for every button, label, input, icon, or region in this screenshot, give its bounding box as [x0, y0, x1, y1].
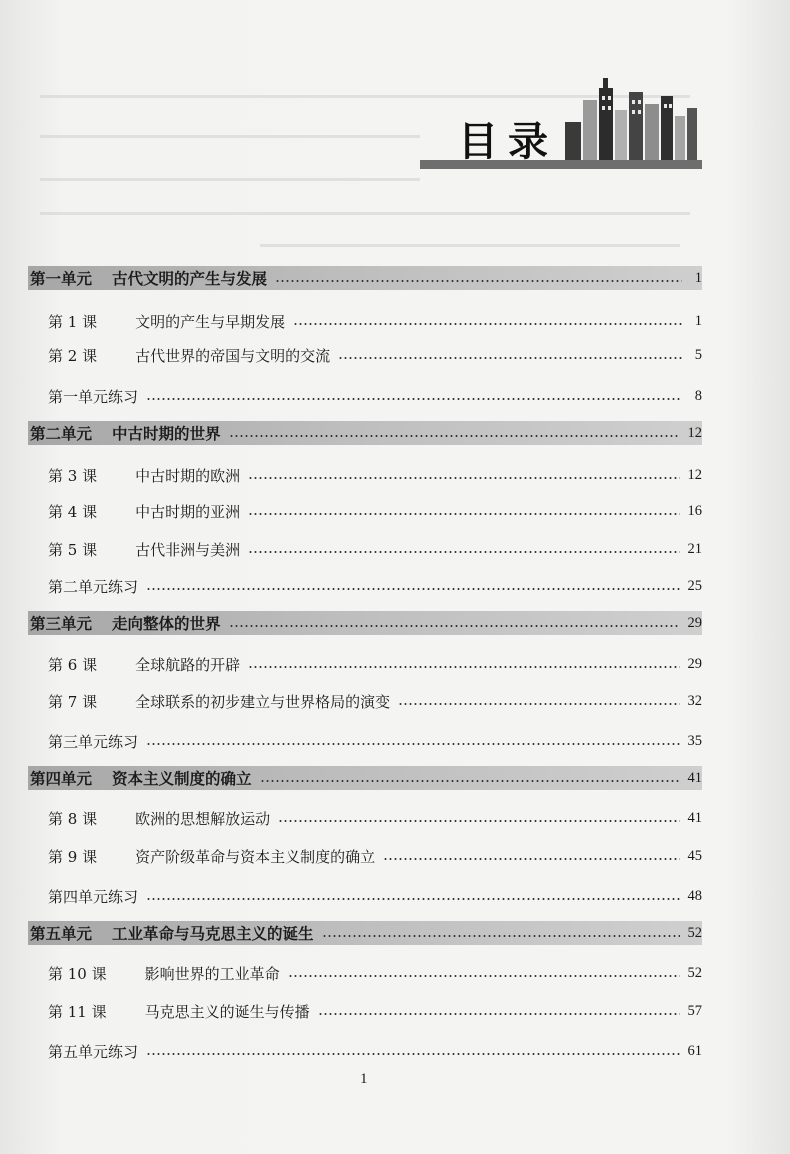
toc-page-number: 12	[687, 466, 702, 483]
toc-entry-label: 第 7 课	[48, 692, 98, 711]
dot-leader	[275, 280, 682, 282]
page-title: 目录	[458, 119, 558, 165]
toc-lesson-row[interactable]	[28, 340, 702, 370]
toc-lesson-row[interactable]	[28, 958, 702, 988]
toc-entry-label: 第 4 课	[48, 502, 98, 521]
dot-leader	[248, 551, 679, 553]
toc-page-number: 8	[694, 387, 702, 404]
toc-entry-label: 第 2 课	[48, 346, 98, 365]
title-block	[420, 70, 720, 180]
toc-page-number: 12	[687, 424, 702, 441]
toc-page-number: 29	[687, 655, 702, 672]
toc-entry-label: 第三单元	[30, 615, 93, 633]
dot-leader	[146, 398, 682, 400]
toc-lesson-row[interactable]	[28, 306, 702, 336]
toc-unit-row[interactable]	[28, 921, 702, 945]
dot-leader	[229, 435, 680, 437]
dot-leader	[229, 625, 680, 627]
toc-unit-row[interactable]	[28, 266, 702, 290]
toc-page-number: 16	[687, 502, 702, 519]
dot-leader	[278, 820, 679, 822]
toc-entry-title: 古代非洲与美洲	[135, 540, 241, 559]
toc-exercise-row[interactable]	[28, 1036, 702, 1066]
toc-lesson-row[interactable]	[28, 460, 702, 490]
toc-page-number: 41	[687, 769, 702, 786]
toc-page-number: 5	[694, 346, 702, 363]
toc-entry-title: 工业革命与马克思主义的诞生	[112, 925, 314, 943]
toc-lesson-row[interactable]	[28, 534, 702, 564]
toc-entry-title: 文明的产生与早期发展	[135, 312, 286, 331]
page-number: 1	[360, 1071, 368, 1087]
dot-leader	[293, 323, 682, 325]
toc-entry-label: 第二单元练习	[48, 577, 139, 596]
toc-exercise-row[interactable]	[28, 571, 702, 601]
toc-page-number: 21	[687, 540, 702, 557]
toc-entry-label: 第三单元练习	[48, 732, 139, 751]
toc-entry-title: 资产阶级革命与资本主义制度的确立	[135, 847, 376, 866]
toc-entry-label: 第 6 课	[48, 655, 98, 674]
toc-page-number: 61	[687, 1042, 702, 1059]
dot-leader	[248, 477, 679, 479]
dot-leader	[288, 975, 680, 977]
toc-exercise-row[interactable]	[28, 726, 702, 756]
dot-leader	[248, 513, 679, 515]
toc-entry-label: 第二单元	[30, 425, 93, 443]
toc-page-number: 41	[687, 809, 702, 826]
toc-entry-title: 马克思主义的诞生与传播	[144, 1002, 310, 1021]
toc-lesson-row[interactable]	[28, 686, 702, 716]
toc-entry-label: 第五单元练习	[48, 1042, 139, 1061]
toc-entry-title: 中古时期的亚洲	[135, 502, 241, 521]
toc-page-number: 1	[694, 269, 702, 286]
toc-entry-title: 古代世界的帝国与文明的交流	[135, 346, 331, 365]
toc-entry-label: 第 3 课	[48, 466, 98, 485]
toc-entry-label: 第一单元	[30, 270, 93, 288]
toc-entry-label: 第 10 课	[48, 964, 107, 983]
toc-page-number: 52	[687, 964, 702, 981]
toc-entry-label: 第一单元练习	[48, 387, 139, 406]
toc-entry-label: 第 1 课	[48, 312, 98, 331]
toc-page-number: 45	[687, 847, 702, 864]
toc-lesson-row[interactable]	[28, 649, 702, 679]
toc-page-number: 29	[687, 614, 702, 631]
bleed-through-line	[40, 135, 420, 138]
toc-page-number: 32	[687, 692, 702, 709]
toc-page-number: 1	[694, 312, 702, 329]
toc-lesson-row[interactable]	[28, 803, 702, 833]
toc-unit-row[interactable]	[28, 766, 702, 790]
toc-entry-title: 资本主义制度的确立	[112, 770, 252, 788]
toc-entry-title: 欧洲的思想解放运动	[135, 809, 271, 828]
toc-entry-label: 第 8 课	[48, 809, 98, 828]
toc-page-number: 48	[687, 887, 702, 904]
toc-page-number: 25	[687, 577, 702, 594]
city-skyline-icon	[565, 70, 705, 166]
toc-entry-label: 第五单元	[30, 925, 93, 943]
dot-leader	[146, 588, 679, 590]
dot-leader	[260, 780, 680, 782]
bleed-through-line	[40, 212, 690, 215]
toc-entry-label: 第 5 课	[48, 540, 98, 559]
toc-lesson-row[interactable]	[28, 996, 702, 1026]
dot-leader	[248, 666, 679, 668]
toc-entry-title: 中古时期的欧洲	[135, 466, 241, 485]
toc-entry-title: 中古时期的世界	[112, 425, 221, 443]
dot-leader	[383, 858, 679, 860]
toc-entry-title: 走向整体的世界	[112, 615, 221, 633]
dot-leader	[338, 357, 682, 359]
toc-entry-title: 古代文明的产生与发展	[112, 270, 268, 288]
bleed-through-line	[260, 244, 680, 247]
dot-leader	[146, 743, 679, 745]
toc-unit-row[interactable]	[28, 611, 702, 635]
toc-entry-label: 第 9 课	[48, 847, 98, 866]
bleed-through-line	[40, 178, 420, 181]
dot-leader	[146, 898, 679, 900]
toc-page-number: 57	[687, 1002, 702, 1019]
toc-entry-title: 全球航路的开辟	[135, 655, 241, 674]
toc-entry-label: 第四单元练习	[48, 887, 139, 906]
toc-page-number: 52	[687, 924, 702, 941]
dot-leader	[398, 703, 679, 705]
toc-exercise-row[interactable]	[28, 881, 702, 911]
dot-leader	[318, 1013, 680, 1015]
dot-leader	[146, 1053, 679, 1055]
toc-unit-row[interactable]	[28, 421, 702, 445]
dot-leader	[322, 935, 680, 937]
toc-entry-title: 影响世界的工业革命	[144, 964, 280, 983]
toc-entry-label: 第四单元	[30, 770, 93, 788]
toc-page-number: 35	[687, 732, 702, 749]
toc-lesson-row[interactable]	[28, 496, 702, 526]
toc-lesson-row[interactable]	[28, 841, 702, 871]
toc-entry-title: 全球联系的初步建立与世界格局的演变	[135, 692, 391, 711]
toc-entry-label: 第 11 课	[48, 1002, 107, 1021]
toc-exercise-row[interactable]	[28, 381, 702, 411]
